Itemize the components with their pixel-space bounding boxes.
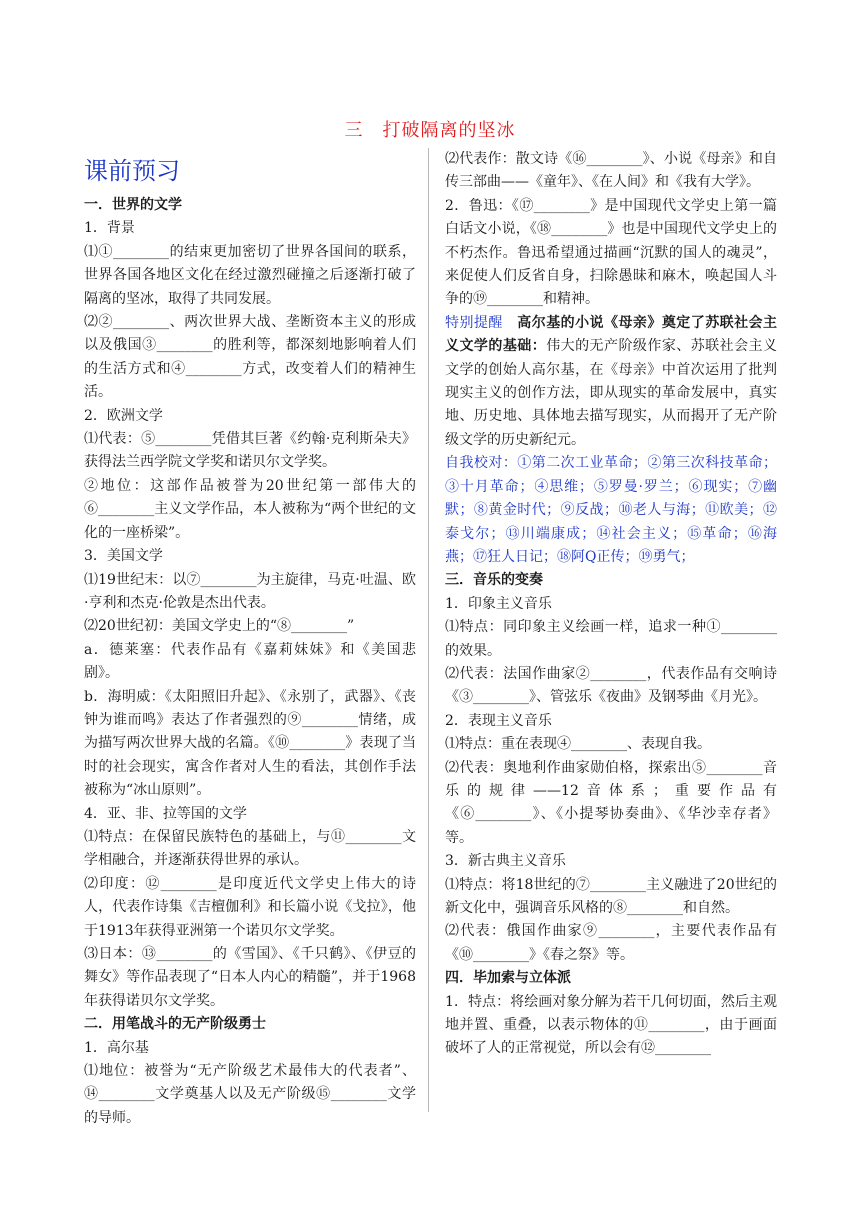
text-paragraph: ⑴特点：同印象主义绘画一样，追求一种①________的效果。 — [445, 619, 777, 659]
note-emphasis: 高尔基的小说《母亲》奠定了苏联社会主义文学的基础： — [445, 314, 778, 355]
text-paragraph: ⑵代表：奥地利作曲家勋伯格，探索出⑤________音乐的规律——12音体系；重要作品有《⑥________》、《小提琴协奏曲》、《华沙幸存者》等。 — [445, 759, 777, 846]
text-paragraph: a．德莱塞：代表作品有《嘉莉妹妹》和《美国悲剧》。 — [84, 641, 416, 682]
note-body: 伟大的无产阶级作家、苏联社会主义文学的创始人高尔基，在《母亲》中首次运用了批判现实主义的创作方法，即从现实的革命发展中，真实地、历史地、具体地去描写现实，从而揭开了无产阶级文学的历史新纪元。 — [445, 338, 778, 448]
text-paragraph: b．海明威：《太阳照旧升起》、《永别了，武器》、《丧钟为谁而鸣》表达了作者强烈的⑨________情绪，成为描写两次世界大战的名篇。《⑩________》表现了当时的社会现实，寓含作者对人生的看法，其创作手法被称为“冰山原则”。 — [84, 688, 416, 799]
text-paragraph: 1．背景 — [84, 220, 135, 237]
column-divider — [428, 148, 429, 1112]
text-paragraph: 2．欧洲文学 — [84, 407, 163, 424]
text-paragraph: ⑵印度：⑫________是印度近代文学史上伟大的诗人，代表作诗集《吉檀伽利》和长篇小说《戈拉》，他于1913年获得亚洲第一个诺贝尔文学奖。 — [84, 875, 416, 939]
text-paragraph: 1．高尔基 — [84, 1039, 149, 1056]
subsection-heading: 四．毕加索与立体派 — [445, 970, 571, 987]
text-paragraph: ⑵代表作：散文诗《⑯________》、小说《母亲》和自传三部曲——《童年》、《在人间》和《我有大学》。 — [445, 151, 777, 191]
text-paragraph: ⑴特点：重在表现④________、表现自我。 — [445, 736, 711, 753]
text-paragraph: ⑶日本：⑬________的《雪国》、《千只鹤》、《伊豆的舞女》等作品表现了“日本人内心的精髓”，并于1968年获得诺贝尔文学奖。 — [84, 946, 416, 1009]
text-paragraph: 4．亚、非、拉等国的文学 — [84, 805, 247, 822]
section-heading: 课前预习 — [84, 157, 180, 185]
text-paragraph: ⑴特点：在保留民族特色的基础上，与⑪________文学相融合，并逐渐获得世界的承认。 — [84, 828, 416, 869]
text-paragraph: ②地位：这部作品被誉为20世纪第一部伟大的⑥________主义文学作品，本人被称为“两个世纪的文化的一座桥梁”。 — [84, 477, 416, 541]
subsection-heading: 一．世界的文学 — [84, 197, 182, 213]
text-paragraph: ⑵代表：法国作曲家②________，代表作品有交响诗《③________》、管弦乐《夜曲》及钢琴曲《月光》。 — [445, 665, 777, 706]
text-paragraph: 2．鲁迅：《⑰________》是中国现代文学史上第一篇白话文小说，《⑱________》也是中国现代文学史上的不朽杰作。鲁迅希望通过描画“沉默的国人的魂灵”，来促使人们反省自身，扫除愚昧和麻木，唤起国人斗争的⑲________和精神。 — [445, 197, 777, 308]
right-column — [445, 148, 777, 1061]
text-paragraph: ⑴代表：⑤________凭借其巨著《约翰·克利斯朵夫》获得法兰西学院文学奖和诺贝尔文学奖。 — [84, 431, 416, 471]
text-paragraph: 1．印象主义音乐 — [445, 595, 552, 612]
text-paragraph: 1．特点：将绘画对象分解为若干几何切面，然后主观地并置、重叠，以表示物体的⑪________，由于画面破坏了人的正常视觉，所以会有⑫________ — [445, 993, 777, 1057]
text-paragraph: ⑴①________的结束更加密切了世界各国间的联系，世界各国各地区文化在经过激烈碰撞之后逐渐打破了隔离的坚冰，取得了共同发展。 — [84, 243, 416, 307]
left-column — [84, 148, 416, 1130]
text-paragraph: ⑴特点：将18世纪的⑦________主义融进了20世纪的新文化中，强调音乐风格的⑧________和自然。 — [445, 876, 777, 916]
text-paragraph: 3．美国文学 — [84, 548, 163, 565]
subsection-heading: 二．用笔战斗的无产阶级勇士 — [84, 1016, 266, 1033]
text-paragraph: ⑵20世纪初：美国文学史上的“⑧________” — [84, 618, 355, 635]
note-label: 特别提醒 — [445, 314, 503, 331]
text-paragraph: 3．新古典主义音乐 — [445, 853, 566, 870]
note-paragraph — [445, 452, 777, 569]
text-paragraph: ⑵代表：俄国作曲家⑨________，主要代表作品有《⑩________》《春之祭》等。 — [445, 923, 777, 963]
note-paragraph — [445, 312, 777, 452]
text-paragraph: ⑵②________、两次世界大战、垄断资本主义的形成以及俄国③________的胜利等，都深刻地影响着人们的生活方式和④________方式，改变着人们的精神生活。 — [84, 314, 416, 401]
note-label: 自我校对： — [445, 455, 518, 472]
subsection-heading: 三．音乐的变奏 — [445, 572, 543, 589]
text-paragraph: ⑴19世纪末：以⑦________为主旋律，马克·吐温、欧·亨利和杰克·伦敦是杰出代表。 — [84, 571, 416, 611]
text-paragraph: ⑴地位：被誉为“无产阶级艺术最伟大的代表者”、⑭________文学奠基人以及无产阶级⑮________文学的导师。 — [84, 1063, 416, 1126]
text-paragraph: 2．表现主义音乐 — [445, 712, 552, 729]
answer-key: ①第二次工业革命；②第三次科技革命；③十月革命；④思维；⑤罗曼·罗兰；⑥现实；⑦幽默；⑧黄金时代；⑨反战；⑩老人与海；⑪欧美；⑫泰戈尔；⑬川端康成；⑭社会主义；⑮革命；⑯海燕；⑰狂人日记；⑱阿Q正传；⑲勇气； — [445, 455, 778, 565]
page-title: 三 打破隔离的坚冰 — [344, 120, 516, 141]
